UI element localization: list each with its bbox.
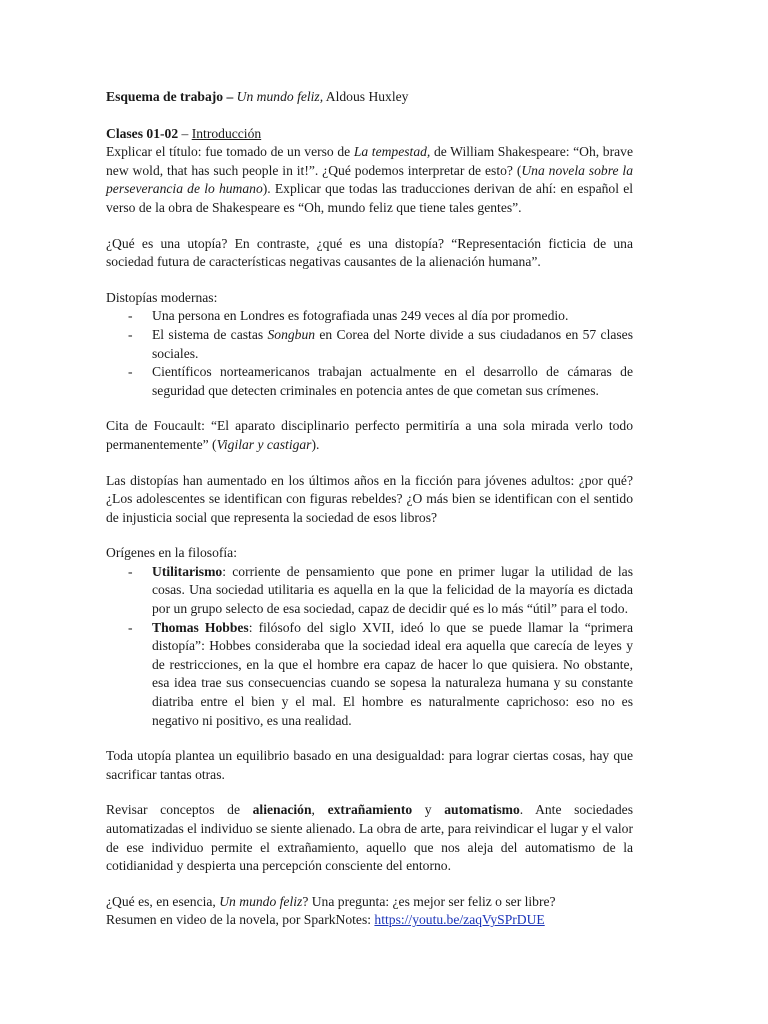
origenes-list <box>106 563 633 730</box>
distopias-list <box>106 307 633 400</box>
item-text: en Corea del Norte divide a sus ciudadanos en 57 clases sociales. <box>152 326 633 361</box>
item-italic: Songbun <box>267 326 316 342</box>
revisar-text: , <box>311 802 328 818</box>
list-item <box>106 563 633 619</box>
intro-italic-1: La tempestad, <box>353 144 431 160</box>
intro-text-1: Explicar el título: fue tomado de un verso de <box>106 144 354 160</box>
foucault-text-2: ). <box>311 436 320 452</box>
origenes-heading: Orígenes en la filosofía: <box>106 545 237 561</box>
utopia-paragraph: ¿Qué es una utopía? En contraste, ¿qué es una distopía? “Representación ficticia de una sociedad futura de características negativas causantes de la alienación humana”. <box>106 235 633 270</box>
title-bold: Esquema de trabajo – <box>106 89 237 104</box>
document-title <box>106 88 633 107</box>
item-text: : corriente de pensamiento que pone en primer lugar la utilidad de las cosas. Una sociedad utilitaria es aquella en la que la felicidad de la mayoría es dictada por un grupo selecto de esa sociedad, capaz de decidir qué es lo más “útil” para el todo. <box>152 563 633 617</box>
list-item: - Una persona en Londres es fotografiada unas 249 veces al día por promedio. <box>106 307 633 326</box>
question-text-2: ? Una pregunta: ¿es mejor ser feliz o ser libre? <box>302 893 556 909</box>
intro-paragraph <box>106 143 633 217</box>
jovenes-paragraph: Las distopías han aumentado en los últimos años en la ficción para jóvenes adultos: ¿por qué? ¿Los adolescentes se identifican con figuras rebeldes? ¿O más bien se identifican con el sentido de injusticia social que representa la sociedad de esos libros? <box>106 472 633 525</box>
distopias-heading: Distopías modernas: <box>106 289 218 305</box>
revisar-text: Revisar conceptos de <box>106 802 253 818</box>
classes-label: Clases 01-02 <box>106 125 179 141</box>
list-item <box>106 326 633 363</box>
list-item: - Científicos norteamericanos trabajan actualmente en el desarrollo de cámaras de seguridad que detecten criminales en potencia antes de que cometan sus crímenes. <box>106 363 633 400</box>
concept-extranamiento: extrañamiento <box>327 802 413 818</box>
revisar-paragraph <box>106 801 633 875</box>
question-book: Un mundo feliz <box>219 893 303 909</box>
title-book: Un mundo feliz, <box>236 89 324 104</box>
item-text: : filósofo del siglo XVII, ideó lo que se puede llamar la “primera distopía”: Hobbes consideraba que la sociedad ideal era aquella que carecía de leyes y de restricciones, en la que el hombre era capaz de hacer lo que quisiera. No obstante, esa idea trae sus consecuencias cuando se sopesa la naturaleza humana y su constante diatriba entre el bien y el mal. El hombre es naturalmente caprichoso: eso no es negativo ni positivo, es una realidad. <box>152 619 633 728</box>
revisar-text: . Ante sociedades automatizadas el individuo se siente alienado. La obra de arte, para reivindicar el lugar y el valor de ese individuo permite el extrañamiento, aquello que nos aleja del automatismo de la cotidianidad y despierta una percepción consciente del entorno. <box>106 802 634 874</box>
item-bold: Thomas Hobbes <box>152 619 249 635</box>
intro-text-2: de William Shakespeare: “Oh, brave new wold, that has such people in it!”. ¿Qué podemos interpretar de esto? ( <box>106 144 633 178</box>
intro-italic-2: Una novela sobre la perseverancia de lo humano <box>106 162 633 197</box>
foucault-paragraph <box>106 417 633 454</box>
list-item <box>106 619 633 731</box>
heading-separator: – <box>178 125 192 141</box>
question-line <box>106 893 633 912</box>
concept-automatismo: automatismo <box>444 802 520 818</box>
resumen-text: Resumen en video de la novela, por SparkNotes: <box>106 912 375 928</box>
document-body <box>106 88 633 930</box>
revisar-text: y <box>412 802 445 818</box>
foucault-book: Vigilar y castigar <box>216 436 312 452</box>
foucault-text-1: Cita de Foucault: “El aparato disciplinario perfecto permitiría a una sola mirada verlo todo permanentemente” ( <box>106 418 633 452</box>
resumen-line <box>106 911 633 930</box>
concept-alienacion: alienación <box>252 802 312 818</box>
item-text: El sistema de castas <box>152 326 268 342</box>
title-author: Aldous Huxley <box>323 89 409 104</box>
equilibrio-paragraph: Toda utopía plantea un equilibrio basado en una desigualdad: para lograr ciertas cosas, hay que sacrificar tantas otras. <box>106 748 633 782</box>
section-heading <box>106 125 633 144</box>
video-link[interactable]: https://youtu.be/zaqVySPrDUE <box>374 912 545 928</box>
item-bold: Utilitarismo <box>152 563 223 579</box>
question-text-1: ¿Qué es, en esencia, <box>106 893 220 909</box>
introduction-heading: Introducción <box>191 125 262 141</box>
intro-text-3: ). Explicar que todas las traducciones derivan de ahí: en español el verso de la obra de Shakespeare es “Oh, mundo feliz que tiene tales gentes”. <box>106 181 634 215</box>
